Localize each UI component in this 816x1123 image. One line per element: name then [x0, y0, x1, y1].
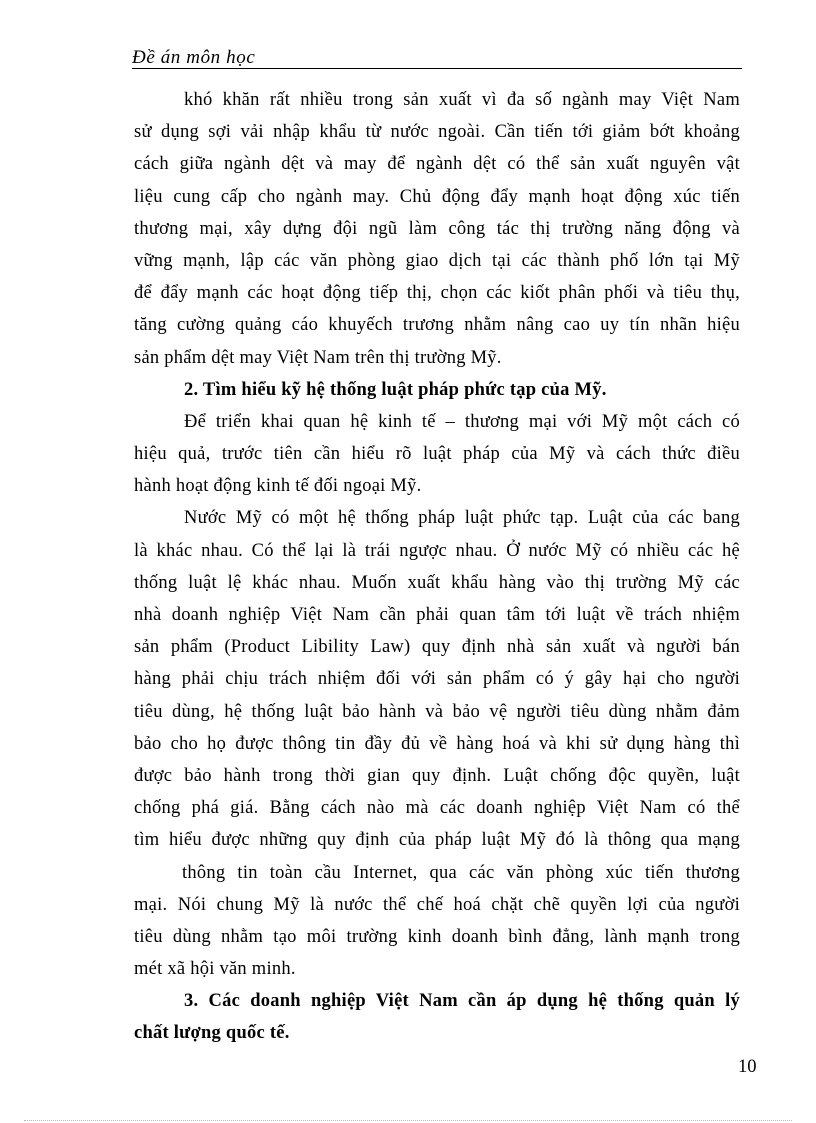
document-body — [134, 84, 740, 1050]
text-line: thống luật lệ khác nhau. Muốn xuất khẩu hàng vào thị trường Mỹ các — [134, 572, 740, 593]
text-line: cách giữa ngành dệt và may để ngành dệt có thể sản xuất nguyên vật — [134, 154, 740, 175]
text-line: Để triển khai quan hệ kinh tế – thương mại với Mỹ một cách có — [184, 411, 740, 432]
text-line: để đẩy mạnh các hoạt động tiếp thị, chọn các kiốt phân phối và tiêu thụ, — [134, 283, 740, 304]
text-line: liệu cung cấp cho ngành may. Chủ động đẩy mạnh hoạt động xúc tiến — [134, 186, 740, 207]
text-line: chất lượng quốc tế. — [134, 1023, 290, 1044]
text-line: 2. Tìm hiểu kỹ hệ thống luật pháp phức tạp của Mỹ. — [184, 379, 607, 400]
page-bottom-divider — [24, 1120, 792, 1121]
text-line: hiệu quả, trước tiên cần hiểu rõ luật pháp của Mỹ và cách thức điều — [134, 444, 740, 465]
text-line: là khác nhau. Có thể lại là trái ngược nhau. Ở nước Mỹ có nhiều các hệ — [134, 540, 740, 561]
text-line: tiêu dùng, hệ thống luật bảo hành và bảo vệ người tiêu dùng nhằm đảm — [134, 701, 740, 722]
text-line: được bảo hành trong thời gian quy định. Luật chống độc quyền, luật — [134, 765, 740, 786]
text-line: chống phá giá. Bằng cách nào mà các doanh nghiệp Việt Nam có thể — [134, 798, 740, 819]
text-line: sản phẩm (Product Libility Law) quy định nhà sản xuất và người bán — [134, 637, 740, 658]
page-header — [132, 46, 742, 69]
text-line: sử dụng sợi vải nhập khẩu từ nước ngoài. Cần tiến tới giảm bớt khoảng — [134, 122, 740, 143]
text-line: hành hoạt động kinh tế đối ngoại Mỹ. — [134, 476, 422, 497]
text-line: vững mạnh, lập các văn phòng giao dịch tại các thành phố lớn tại Mỹ — [134, 250, 740, 271]
text-line: sản phẩm dệt may Việt Nam trên thị trường Mỹ. — [134, 347, 502, 368]
header-title: Đề án môn học — [132, 47, 256, 68]
text-line: tìm hiểu được những quy định của pháp luật Mỹ đó là thông qua mạng — [134, 830, 740, 851]
text-line: mét xã hội văn minh. — [134, 959, 296, 980]
page-number: 10 — [738, 1057, 757, 1077]
text-line: nhà doanh nghiệp Việt Nam cần phải quan tâm tới luật về trách nhiệm — [134, 605, 740, 625]
text-line: mại. Nói chung Mỹ là nước thể chế hoá chặt chẽ quyền lợi của người — [134, 894, 740, 915]
text-line: bảo cho họ được thông tin đầy đủ về hàng hoá và khi sử dụng hàng thì — [134, 733, 740, 754]
text-line: khó khăn rất nhiều trong sản xuất vì đa số ngành may Việt Nam — [184, 90, 740, 110]
text-line: tiêu dùng nhằm tạo môi trường kinh doanh bình đẳng, lành mạnh trong — [134, 926, 740, 947]
text-line: hàng phải chịu trách nhiệm đối với sản phẩm có ý gây hại cho người — [134, 669, 740, 690]
text-line: tăng cường quảng cáo khuyếch trương nhằm nâng cao uy tín nhãn hiệu — [134, 315, 740, 336]
text-line: 3. Các doanh nghiệp Việt Nam cần áp dụng hệ thống quản lý — [184, 991, 740, 1012]
text-line: thương mại, xây dựng đội ngũ làm công tác thị trường năng động và — [134, 218, 740, 239]
text-line: thông tin toàn cầu Internet, qua các văn phòng xúc tiến thương — [182, 862, 740, 883]
text-line: Nước Mỹ có một hệ thống pháp luật phức tạp. Luật của các bang — [184, 508, 740, 529]
